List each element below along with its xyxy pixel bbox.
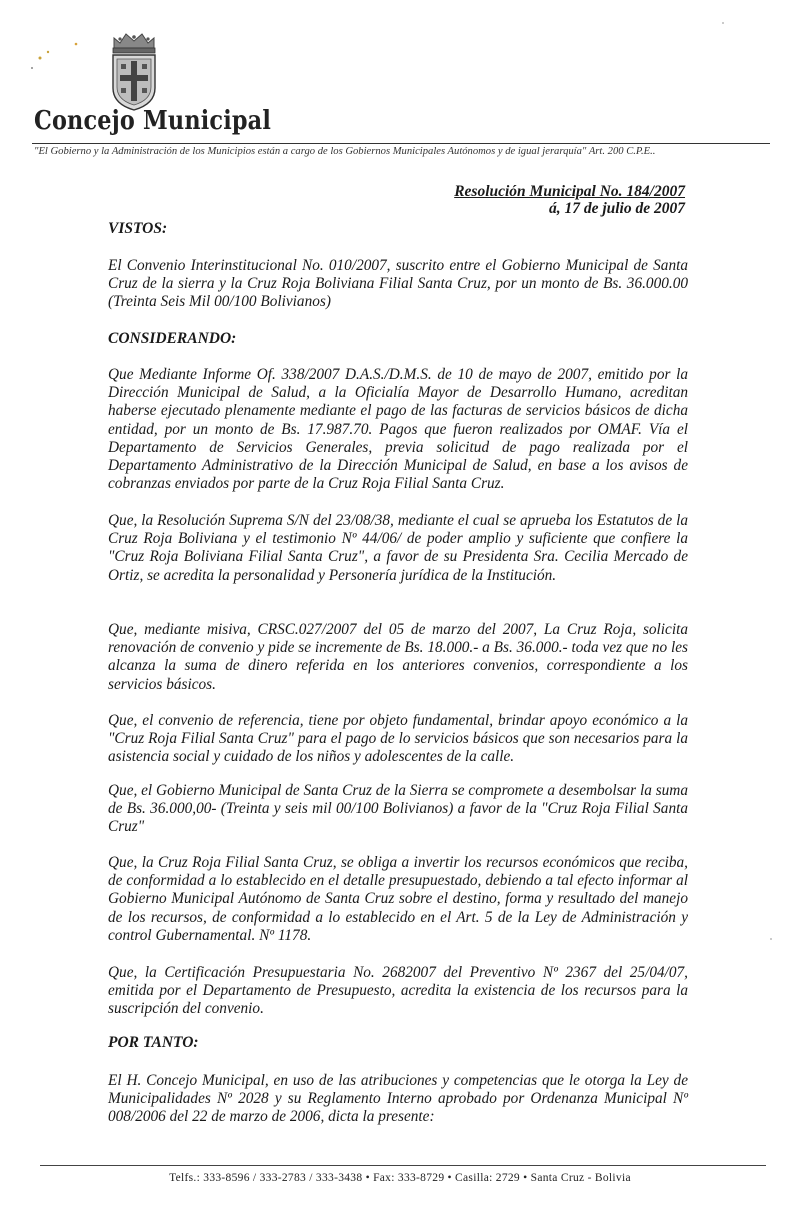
paragraph-compromiso: Que, el Gobierno Municipal de Santa Cruz de la Sierra se compromete a desembolsar la suma de Bs. 36.000,00- (Treinta y seis mil 00/100 Bolivianos) a favor de la "Cruz Roja Filial Santa Cruz" bbox=[108, 782, 688, 836]
paragraph-convenio: El Convenio Interinstitucional No. 010/2007, suscrito entre el Gobierno Municipal de Santa Cruz de la sierra y la Cruz Roja Boliviana Filial Santa Cruz, por un monto de Bs. 36.000.00 (Treinta Seis Mil 00/100 Bolivianos) bbox=[108, 257, 688, 311]
org-name: Concejo Municipal bbox=[34, 106, 272, 136]
footer-contact: Telfs.: 333-8596 / 333-2783 / 333-3438 • Fax: 333-8729 • Casilla: 2729 • Santa Cruz - Bolivia bbox=[169, 1172, 631, 1184]
resolution-title: Resolución Municipal No. 184/2007 bbox=[454, 183, 685, 200]
paragraph-misiva: Que, mediante misiva, CRSC.027/2007 del 05 de marzo del 2007, La Cruz Roja, solicita renovación de convenio y pide se incremente de Bs. 18.000.- a Bs. 36.000.- toda vez que no les alcanza la suma de dinero referida en los anteriores convenios, correspondiente a los servicios básicos. bbox=[108, 621, 688, 693]
scan-specks bbox=[18, 40, 78, 80]
header-divider bbox=[32, 143, 770, 144]
heading-por-tanto: POR TANTO: bbox=[108, 1034, 199, 1051]
paragraph-certificacion: Que, la Certificación Presupuestaria No. 2682007 del Preventivo Nº 2367 del 25/04/07, emitida por el Departamento de Presupuesto, acredita la existencia de los recursos para la suscripción del convenio. bbox=[108, 964, 688, 1018]
municipal-crest-icon bbox=[108, 30, 160, 112]
heading-considerando: CONSIDERANDO: bbox=[108, 330, 237, 347]
footer-divider bbox=[40, 1165, 766, 1166]
paragraph-obligacion: Que, la Cruz Roja Filial Santa Cruz, se obliga a invertir los recursos económicos que reciba, de conformidad a lo establecido en el detalle presupuestado, debiendo a tal efecto informar al Gobierno Municipal Autónomo de Santa Cruz sobre el destino, forma y resultado del manejo de los recursos, de conformidad a lo establecido en el Art. 5 de la Ley de Administración y control Gubernamental. Nº 1178. bbox=[108, 854, 688, 944]
scan-speck bbox=[770, 938, 772, 940]
paragraph-objeto: Que, el convenio de referencia, tiene por objeto fundamental, brindar apoyo económico a la "Cruz Roja Filial Santa Cruz" para el pago de lo servicios básicos que son necesarios para la asistencia social y cuidado de los niños y adolescentes de la calle. bbox=[108, 712, 688, 766]
motto: "El Gobierno y la Administración de los Municipios están a cargo de los Gobiernos Municipales Autónomos y de igual jerarquía" Art. 200 C.P.E.. bbox=[34, 146, 656, 157]
paragraph-resolucion-suprema: Que, la Resolución Suprema S/N del 23/08/38, mediante el cual se aprueba los Estatutos de la Cruz Roja Boliviana y el testimonio Nº 44/06/ de poder amplio y suficiente que confiere la "Cruz Roja Boliviana Filial Santa Cruz", a favor de su Presidenta Sra. Cecilia Mercado de Ortiz, se acredita la personalidad y Personería jurídica de la Institución. bbox=[108, 512, 688, 584]
scan-speck bbox=[722, 22, 724, 24]
paragraph-informe: Que Mediante Informe Of. 338/2007 D.A.S./D.M.S. de 10 de mayo de 2007, emitido por la Dirección Municipal de Salud, a la Oficialía Mayor de Desarrollo Humano, acreditan haberse ejecutado plenamente mediante el pago de las facturas de servicios básicos de dicha entidad, por un monto de Bs. 17.987.70. Pagos que fueron realizados por OMAF. Vía el Departamento de Servicios Generales, previa solicitud de pago realizada por el Departamento Administrativo de la Dirección Municipal de Salud, en base a los avisos de cobranzas enviados por parte de la Cruz Roja Filial Santa Cruz. bbox=[108, 366, 688, 493]
resolution-date: á, 17 de julio de 2007 bbox=[548, 200, 685, 217]
heading-vistos: VISTOS: bbox=[108, 220, 168, 237]
paragraph-dicta: El H. Concejo Municipal, en uso de las atribuciones y competencias que le otorga la Ley de Municipalidades Nº 2028 y su Reglamento Interno aprobado por Ordenanza Municipal Nº 008/2006 del 22 de marzo de 2006, dicta la presente: bbox=[108, 1072, 688, 1126]
